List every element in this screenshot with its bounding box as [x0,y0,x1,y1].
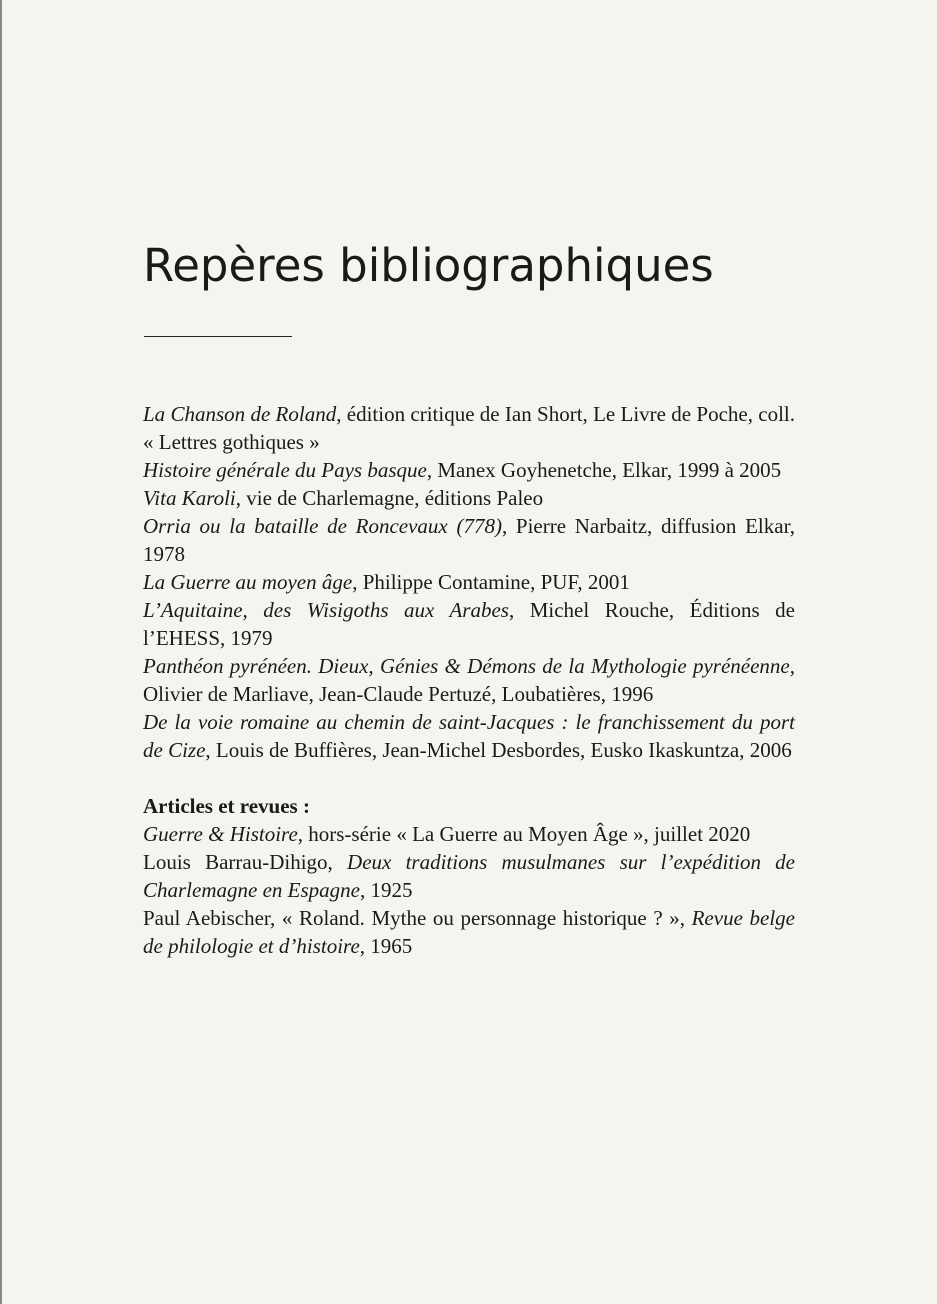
entry-title: De la voie romaine au chemin de saint-Jacques : le franchissement du port de Cize [143,710,795,762]
title-rule [144,336,292,337]
entry-details: , vie de Charlemagne, éditions Paleo [235,486,544,510]
entry-title: Orria ou la bataille de Roncevaux (778) [143,514,502,538]
section-spacer [143,764,795,792]
article-entry [143,820,795,848]
article-title: Guerre & Histoire [143,822,298,846]
entry-details: , Pierre Narbaitz, diffusion Elkar, 1978 [143,514,795,566]
bibliography-entry [143,484,795,512]
bibliography-entry [143,568,795,596]
bibliography-entry [143,456,795,484]
entry-title: L’Aquitaine, des Wisigoths aux Arabes [143,598,509,622]
page-title: Repères bibliographiques [143,239,714,292]
article-details: , hors-série « La Guerre au Moyen Âge », juillet 2020 [297,822,751,846]
article-details: , 1925 [359,878,413,902]
article-lead: Louis Barrau-Dihigo, [143,850,348,874]
entry-title: Histoire générale du Pays basque [143,458,427,482]
article-entry [143,904,795,960]
articles-heading: Articles et revues : [143,794,310,818]
entry-details: , Olivier de Marliave, Jean-Claude Pertuzé, Loubatières, 1996 [143,654,795,706]
entry-title: Vita Karoli [143,486,236,510]
entry-details: , Louis de Buffières, Jean-Michel Desbordes, Eusko Ikaskuntza, 2006 [205,738,792,762]
entry-details: , Michel Rouche, Éditions de l’EHESS, 1979 [143,598,795,650]
article-title: Revue belge de philologie et d’histoire [143,906,795,958]
entry-title: La Guerre au moyen âge [143,570,353,594]
article-lead: Paul Aebischer, « Roland. Mythe ou personnage historique ? », [143,906,692,930]
entry-title: Panthéon pyrénéen. Dieux, Génies & Démons de la Mythologie pyrénéenne [143,654,790,678]
bibliography-entry [143,708,795,764]
bibliography-entry [143,596,795,652]
article-entry [143,848,795,904]
page-edge [0,0,2,1304]
entry-details: , Manex Goyhenetche, Elkar, 1999 à 2005 [426,458,782,482]
bibliography-entry [143,400,795,456]
bibliography-entry [143,512,795,568]
article-details: , 1965 [359,934,413,958]
bibliography [143,400,795,960]
entry-details: , édition critique de Ian Short, Le Livre de Poche, coll. « Lettres gothiques » [143,402,795,454]
bibliography-entry [143,652,795,708]
article-title: Deux traditions musulmanes sur l’expédition de Charlemagne en Espagne [143,850,796,902]
entry-title: La Chanson de Roland [143,402,337,426]
entry-details: , Philippe Contamine, PUF, 2001 [352,570,630,594]
